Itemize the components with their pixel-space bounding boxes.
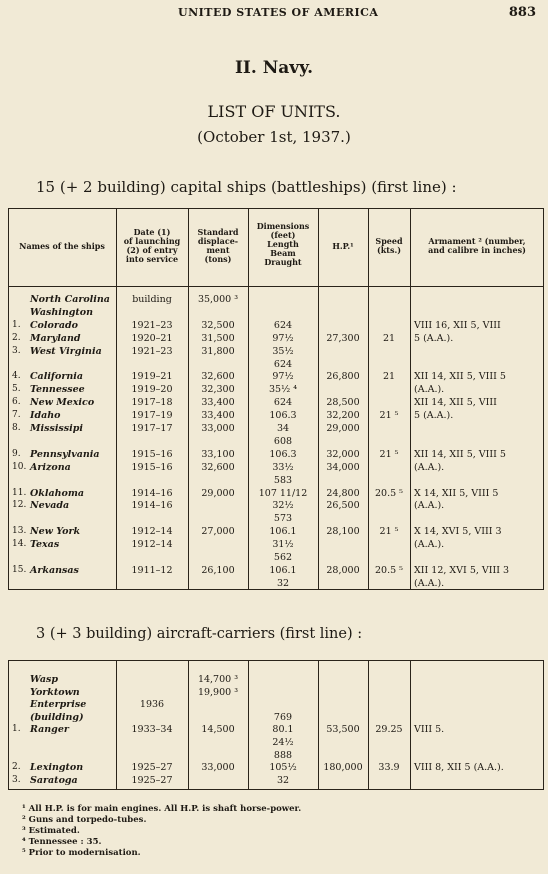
carriers-row-8-date: 1925–27 [131, 774, 173, 786]
capital-row-6-dim: 97½ [272, 371, 294, 383]
carriers-row-1-name: Yorktown [30, 686, 80, 698]
carriers-row-2-name: Enterprise [30, 699, 87, 711]
capital-row-22-dim: 32 [276, 577, 290, 589]
capital-row-0-name: North Carolina [30, 294, 110, 305]
capital-row-2-num: 1. [12, 319, 21, 330]
capital-row-9-speed: 21 ⁵ [379, 410, 399, 422]
capital-row-15-speed: 20.5 ⁵ [375, 487, 403, 499]
capital-ships-caption: 15 (+ 2 building) capital ships (battleships) (first line) : [36, 178, 457, 196]
capital-row-21-hp: 28,000 [326, 564, 360, 576]
capital-row-13-dim: 33½ [272, 461, 294, 473]
section-title: II. Navy. [234, 58, 314, 78]
capital-row-18-dim: 106.1 [269, 526, 297, 538]
capital-row-3-disp: 31,500 [201, 332, 235, 344]
carriers-row-3-name: (building) [30, 711, 84, 723]
footnote-3: ³ Estimated. [22, 826, 80, 836]
capital-row-4-num: 3. [12, 345, 21, 356]
carriers-row-4-speed: 29.25 [375, 724, 403, 736]
capital-row-10-hp: 29,000 [326, 423, 360, 434]
carriers-row-7-date: 1925–27 [131, 762, 173, 774]
capital-row-15-num: 11. [12, 487, 27, 498]
capital-row-16-num: 12. [12, 500, 27, 511]
capital-row-17-dim: 573 [273, 513, 293, 525]
aircraft-carriers-table [8, 660, 544, 790]
capital-row-12-hp: 32,000 [326, 448, 360, 460]
capital-row-1-name: Washington [30, 306, 94, 318]
carriers-row-1-disp: 19,900 ³ [197, 686, 239, 698]
carriers-row-7-speed: 33.9 [378, 762, 400, 774]
capital-row-5-dim: 624 [273, 358, 293, 370]
capital-row-15-arm: X 14, XII 5, VIII 5 [414, 487, 499, 499]
footnote-4: ⁴ Tennessee : 35. [22, 837, 102, 847]
capital-row-8-date: 1917–18 [131, 397, 173, 409]
capital-row-9-num: 7. [12, 410, 21, 421]
capital-row-18-num: 13. [12, 526, 27, 537]
capital-row-13-arm: (A.A.). [414, 461, 445, 473]
capital-row-9-arm: 5 (A.A.). [414, 410, 454, 422]
footnote-2: ² Guns and torpedo-tubes. [22, 815, 147, 825]
capital-row-4-dim: 35½ [272, 345, 294, 357]
capital-row-6-disp: 32,600 [201, 371, 235, 383]
capital-row-7-dim: 35½ ⁴ [268, 384, 298, 396]
capital-row-3-hp: 27,300 [326, 332, 360, 344]
carriers-row-8-dim: 32 [276, 774, 290, 786]
capital-row-6-speed: 21 [382, 371, 396, 383]
list-date: (October 1st, 1937.) [197, 128, 351, 146]
capital-row-8-num: 6. [12, 397, 21, 408]
header-armament: Armament ² (number, and calibre in inches) [428, 236, 526, 255]
capital-row-3-speed: 21 [382, 332, 396, 344]
capital-row-13-hp: 34,000 [326, 461, 360, 473]
capital-row-16-dim: 32½ [272, 500, 294, 512]
capital-row-16-name: Nevada [30, 500, 70, 512]
header-dimensions: Dimensions (feet) Length Beam Draught [256, 221, 310, 267]
running-title: UNITED STATES OF AMERICA [178, 6, 379, 19]
capital-row-18-name: New York [30, 526, 81, 538]
capital-row-8-name: New Mexico [30, 397, 95, 409]
header-names: Names of the ships [19, 241, 105, 251]
capital-row-21-disp: 26,100 [201, 564, 235, 576]
capital-row-6-name: California [30, 371, 84, 383]
capital-row-9-name: Idaho [30, 410, 61, 422]
capital-row-3-arm: 5 (A.A.). [414, 332, 454, 344]
capital-row-13-date: 1915–16 [131, 461, 173, 473]
capital-row-16-hp: 26,500 [326, 500, 360, 512]
capital-row-21-arm: XII 12, XVI 5, VIII 3 [414, 564, 510, 576]
capital-row-8-dim: 624 [273, 397, 293, 409]
capital-row-11-dim: 608 [273, 435, 293, 447]
capital-row-6-hp: 26,800 [326, 371, 360, 383]
capital-row-7-name: Tennessee [30, 384, 85, 396]
carriers-row-5-dim: 24½ [272, 737, 294, 748]
capital-row-3-dim: 97½ [272, 332, 294, 344]
capital-row-16-arm: (A.A.). [414, 500, 445, 512]
capital-row-8-arm: XII 14, XII 5, VIII [414, 397, 497, 409]
capital-row-2-dim: 624 [273, 319, 293, 331]
footnote-5: ⁵ Prior to modernisation. [22, 848, 141, 858]
carriers-row-4-arm: VIII 5. [414, 724, 445, 736]
capital-row-4-date: 1921–23 [131, 345, 173, 357]
capital-row-12-speed: 21 ⁵ [379, 448, 399, 460]
capital-row-21-dim: 106.1 [269, 564, 297, 576]
capital-row-21-num: 15. [12, 564, 27, 575]
capital-row-13-num: 10. [12, 461, 27, 472]
capital-row-9-date: 1917–19 [131, 410, 173, 422]
carriers-row-2-date: 1936 [139, 699, 165, 711]
capital-row-15-disp: 29,000 [201, 487, 235, 499]
capital-row-9-hp: 32,200 [326, 410, 360, 422]
capital-row-15-date: 1914–16 [131, 487, 173, 499]
capital-row-10-date: 1917–17 [131, 423, 173, 434]
carriers-row-6-dim: 888 [273, 749, 293, 761]
carriers-row-7-arm: VIII 8, XII 5 (A.A.). [414, 762, 504, 774]
carriers-row-8-name: Saratoga [30, 774, 78, 786]
capital-row-8-hp: 28,500 [326, 397, 360, 409]
capital-row-19-num: 14. [12, 539, 27, 550]
capital-row-3-num: 2. [12, 332, 21, 343]
capital-row-12-dim: 106.3 [269, 448, 297, 460]
capital-row-0-date: building [132, 294, 172, 305]
capital-row-7-num: 5. [12, 384, 21, 395]
capital-row-20-dim: 562 [273, 552, 293, 563]
header-speed: Speed (kts.) [375, 236, 403, 255]
capital-row-22-arm: (A.A.). [414, 577, 445, 589]
carriers-row-4-num: 1. [12, 724, 21, 735]
capital-row-9-disp: 33,400 [201, 410, 235, 422]
list-title: LIST OF UNITS. [207, 102, 341, 121]
carriers-row-7-disp: 33,000 [201, 762, 235, 774]
capital-row-9-dim: 106.3 [269, 410, 297, 422]
capital-row-6-date: 1919–21 [131, 371, 173, 383]
capital-row-4-disp: 31,800 [201, 345, 235, 357]
capital-row-2-arm: VIII 16, XII 5, VIII [414, 319, 501, 331]
aircraft-carriers-caption: 3 (+ 3 building) aircraft-carriers (first line) : [36, 626, 363, 642]
capital-row-10-name: Mississipi [30, 423, 83, 434]
carriers-row-4-name: Ranger [30, 724, 69, 736]
capital-row-10-num: 8. [12, 423, 21, 433]
capital-row-21-name: Arkansas [30, 564, 79, 576]
capital-row-18-speed: 21 ⁵ [379, 526, 399, 538]
capital-row-2-date: 1921–23 [131, 319, 173, 331]
carriers-row-7-dim: 105½ [269, 762, 297, 774]
capital-row-12-num: 9. [12, 448, 21, 459]
capital-row-19-arm: (A.A.). [414, 539, 445, 551]
capital-row-4-name: West Virginia [30, 345, 102, 357]
capital-row-0-disp: 35,000 ³ [197, 294, 239, 305]
carriers-row-4-disp: 14,500 [201, 724, 235, 736]
header-date: Date (1) of launching (2) of entry into service [123, 227, 181, 264]
capital-row-10-dim: 34 [276, 423, 290, 434]
capital-row-10-disp: 33,000 [201, 423, 235, 434]
capital-row-12-arm: XII 14, XII 5, VIII 5 [414, 448, 506, 460]
capital-row-18-arm: X 14, XVI 5, VIII 3 [414, 526, 502, 538]
carriers-row-7-hp: 180,000 [323, 762, 363, 774]
carriers-row-4-dim: 80.1 [272, 724, 294, 736]
carriers-row-0-disp: 14,700 ³ [197, 674, 239, 685]
page-number: 883 [508, 5, 536, 20]
capital-ships-table [8, 208, 544, 590]
capital-row-8-disp: 33,400 [201, 397, 235, 409]
capital-row-12-date: 1915–16 [131, 448, 173, 460]
capital-row-19-name: Texas [30, 539, 60, 551]
capital-row-6-arm: XII 14, XII 5, VIII 5 [414, 371, 506, 383]
capital-row-15-dim: 107 11/12 [258, 487, 308, 499]
capital-row-15-hp: 24,800 [326, 487, 360, 499]
capital-row-7-disp: 32,300 [201, 384, 235, 396]
capital-row-16-date: 1914–16 [131, 500, 173, 512]
carriers-row-7-name: Lexington [30, 762, 84, 774]
capital-row-7-arm: (A.A.). [414, 384, 445, 396]
footnote-1: ¹ All H.P. is for main engines. All H.P. is shaft horse-power. [22, 804, 302, 814]
capital-row-18-date: 1912–14 [131, 526, 173, 538]
capital-row-2-disp: 32,500 [201, 319, 235, 331]
capital-row-13-name: Arizona [30, 461, 71, 473]
capital-row-7-date: 1919–20 [131, 384, 173, 396]
header-hp: H.P.¹ [332, 241, 354, 251]
capital-row-21-date: 1911–12 [131, 564, 173, 576]
carriers-row-7-num: 2. [12, 762, 21, 773]
carriers-row-4-date: 1933–34 [131, 724, 173, 736]
capital-row-19-dim: 31½ [272, 539, 294, 551]
carriers-row-0-name: Wasp [30, 674, 58, 685]
capital-row-19-date: 1912–14 [131, 539, 173, 551]
capital-row-12-name: Pennsylvania [30, 448, 100, 460]
carriers-row-8-num: 3. [12, 774, 21, 785]
capital-row-3-date: 1920–21 [131, 332, 173, 344]
capital-row-18-hp: 28,100 [326, 526, 360, 538]
carriers-row-4-hp: 53,500 [326, 724, 360, 736]
capital-row-21-speed: 20.5 ⁵ [375, 564, 403, 576]
capital-row-2-name: Colorado [30, 319, 78, 331]
capital-row-18-disp: 27,000 [201, 526, 235, 538]
header-displacement: Standard displace- ment (tons) [197, 227, 239, 264]
capital-row-6-num: 4. [12, 371, 21, 382]
carriers-row-3-dim: 769 [273, 711, 293, 723]
capital-row-3-name: Maryland [30, 332, 81, 344]
capital-row-15-name: Oklahoma [30, 487, 85, 499]
capital-row-12-disp: 33,100 [201, 448, 235, 460]
capital-row-13-disp: 32,600 [201, 461, 235, 473]
capital-row-14-dim: 583 [273, 474, 293, 486]
